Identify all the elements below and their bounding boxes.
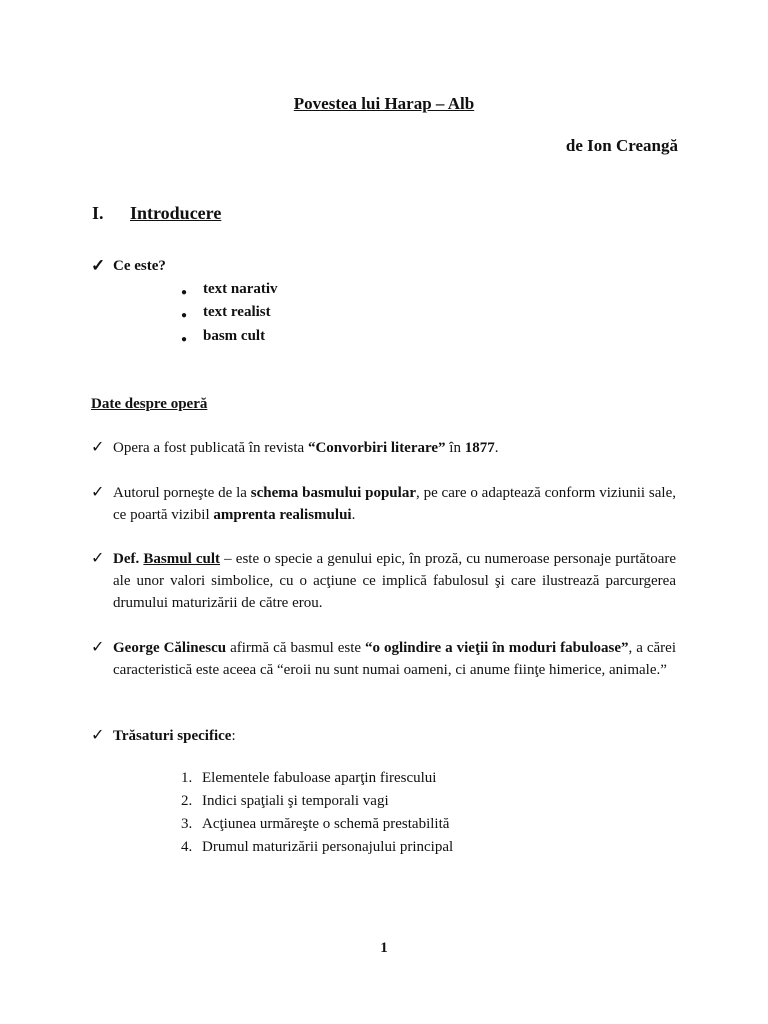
paragraph-publication <box>113 437 676 459</box>
text: afirmă că basmul este <box>226 640 366 656</box>
text-bold: amprenta realismului <box>213 507 352 523</box>
paragraph-calinescu <box>113 637 676 681</box>
text-bold: Trăsaturi specifice <box>113 728 232 744</box>
feature-item: Indici spaţiali şi temporali vagi <box>202 793 389 809</box>
feature-item: Drumul maturizării personajului principal <box>202 839 454 855</box>
subsection-heading: Date despre operă <box>91 396 208 412</box>
what-is-item: text realist <box>203 304 271 320</box>
document-author: de Ion Creangă <box>565 136 678 155</box>
list-number: 2. <box>181 793 193 809</box>
text: . <box>494 440 499 456</box>
text-bold: schema basmului popular <box>250 485 416 501</box>
text: – este o specie a genului epic, în proză, cu numeroase personaje purtătoare ale unor valori simbolice, cu o acţiune ce implică fabulosul şi care ilustrează parcurgerea drumului maturizării de către erou. <box>113 551 677 611</box>
what-is-item: basm cult <box>203 328 266 344</box>
bullet-icon: ● <box>181 310 188 321</box>
checkmark-icon: ✓ <box>91 727 105 744</box>
text: , pe care o adaptează conform viziunii sale, ce poartă vizibil <box>113 485 676 523</box>
section-number: I. <box>92 203 104 223</box>
checkmark-icon: ✓ <box>91 639 105 656</box>
paragraph-features-heading <box>113 725 676 747</box>
text-bold: 1877 <box>464 440 495 456</box>
text: Autorul porneşte de la <box>113 485 251 501</box>
text-bold: “o oglindire a vieţii în moduri fabuloase” <box>365 640 629 656</box>
list-number: 1. <box>181 770 193 786</box>
text: , a cărei caracteristică este aceea că “eroii nu sunt numai oameni, ci anume fiinţe himerice, animale.” <box>113 640 676 678</box>
text-bold: “Convorbiri literare” <box>307 440 446 456</box>
bullet-icon: ● <box>181 287 188 298</box>
list-number: 3. <box>181 816 193 832</box>
what-is-item: text narativ <box>203 281 278 297</box>
list-number: 4. <box>181 839 193 855</box>
checkmark-icon: ✓ <box>91 256 106 275</box>
text: Opera a fost publicată în revista <box>113 440 308 456</box>
what-is-label: Ce este? <box>113 258 166 274</box>
text: : <box>231 728 236 744</box>
section-title: Introducere <box>130 203 222 223</box>
feature-item: Elementele fabuloase aparţin firescului <box>202 770 437 786</box>
checkmark-icon: ✓ <box>91 439 105 456</box>
text-bold: Def. <box>113 551 140 567</box>
text-bold: George Călinescu <box>113 640 227 656</box>
text: în <box>445 440 465 456</box>
paragraph-author-schema <box>113 482 676 526</box>
document-title: Povestea lui Harap – Alb <box>293 94 475 113</box>
feature-item: Acţiunea urmăreşte o schemă prestabilită <box>202 816 450 832</box>
paragraph-definition <box>113 548 676 614</box>
checkmark-icon: ✓ <box>91 550 105 567</box>
page-number: 1 <box>380 940 388 956</box>
checkmark-icon: ✓ <box>91 484 105 501</box>
text: . <box>351 507 356 523</box>
text-bold-underline: Basmul cult <box>143 551 221 567</box>
bullet-icon: ● <box>181 334 188 345</box>
